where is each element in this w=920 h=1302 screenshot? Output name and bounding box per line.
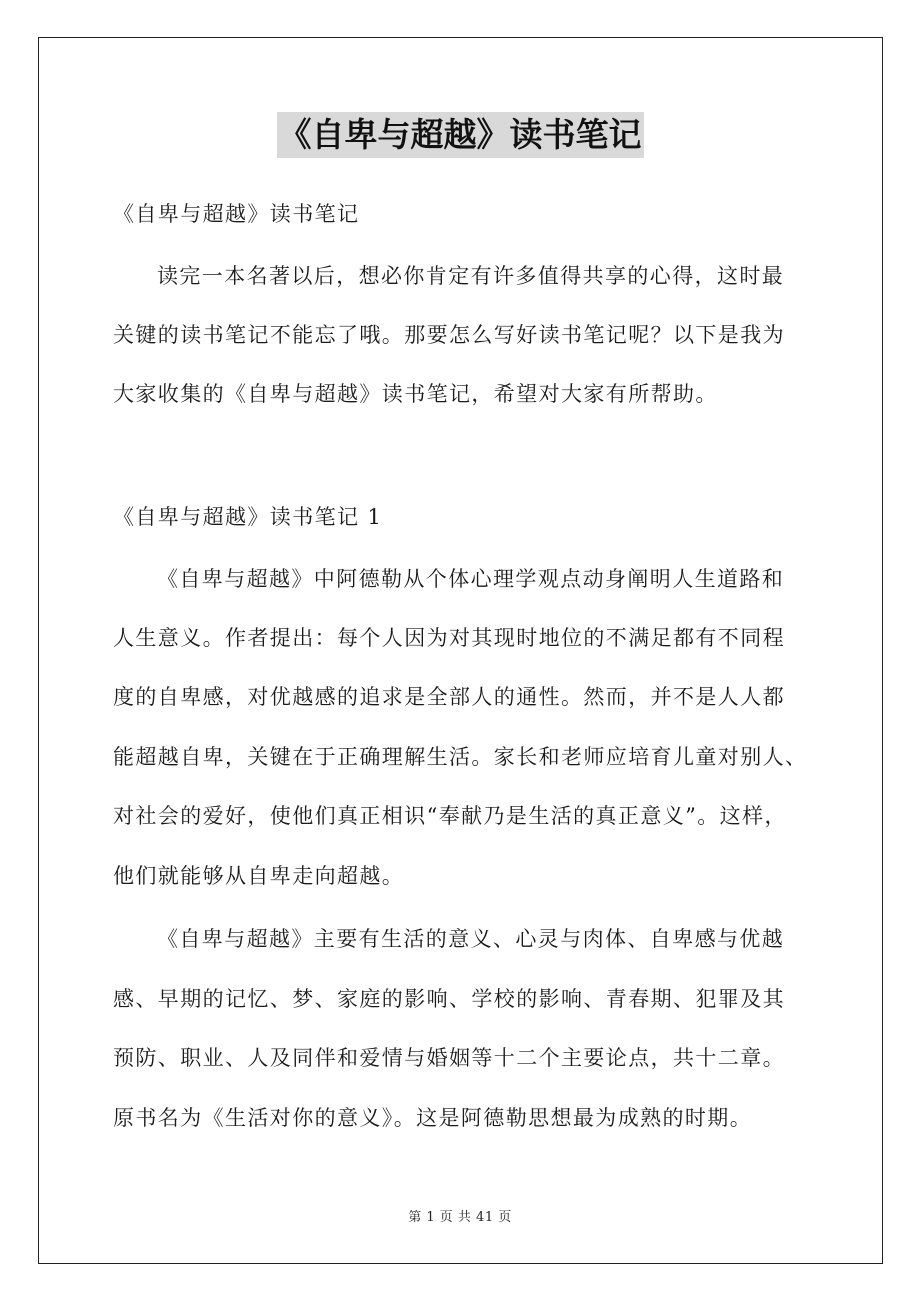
para1-line-2: 人生意义。作者提出：每个人因为对其现时地位的不满足都有不同程	[113, 626, 785, 650]
para2-line-4: 原书名为《生活对你的意义》。这是阿德勒思想最为成熟的时期。	[113, 1106, 753, 1130]
intro-line-1: 读完一本名著以后，想必你肯定有许多值得共享的心得，这时最	[157, 264, 785, 288]
para2-line-3: 预防、职业、人及同伴和爱情与婚姻等十二个主要论点，共十二章。	[113, 1046, 785, 1070]
para2-line-1: 《自卑与超越》主要有生活的意义、心灵与肉体、自卑感与优越	[157, 927, 785, 951]
para1-line-1: 《自卑与超越》中阿德勒从个体心理学观点动身阐明人生道路和	[157, 567, 785, 591]
para1-line-6: 他们就能够从自卑走向超越。	[113, 864, 405, 888]
para1-line-5: 对社会的爱好，使他们真正相识“奉献乃是生活的真正意义”。这样，	[113, 804, 787, 828]
para2-line-2: 感、早期的记忆、梦、家庭的影响、学校的影响、青春期、犯罪及其	[113, 987, 785, 1011]
para1-line-3: 度的自卑感，对优越感的追求是全部人的通性。然而，并不是人人都	[113, 685, 785, 709]
intro-line-2: 关键的读书笔记不能忘了哦。那要怎么写好读书笔记呢？以下是我为	[113, 323, 785, 347]
para1-line-4: 能超越自卑，关键在于正确理解生活。家长和老师应培育儿童对别人、	[113, 745, 808, 769]
page-footer: 第 1 页 共 41 页	[408, 1210, 512, 1225]
intro-line-3: 大家收集的《自卑与超越》读书笔记，希望对大家有所帮助。	[113, 382, 718, 406]
document-title: 《自卑与超越》读书笔记	[277, 112, 644, 158]
section-heading: 《自卑与超越》读书笔记 1	[113, 505, 383, 529]
document-subtitle: 《自卑与超越》读书笔记	[113, 202, 360, 226]
title-container	[0, 112, 920, 158]
